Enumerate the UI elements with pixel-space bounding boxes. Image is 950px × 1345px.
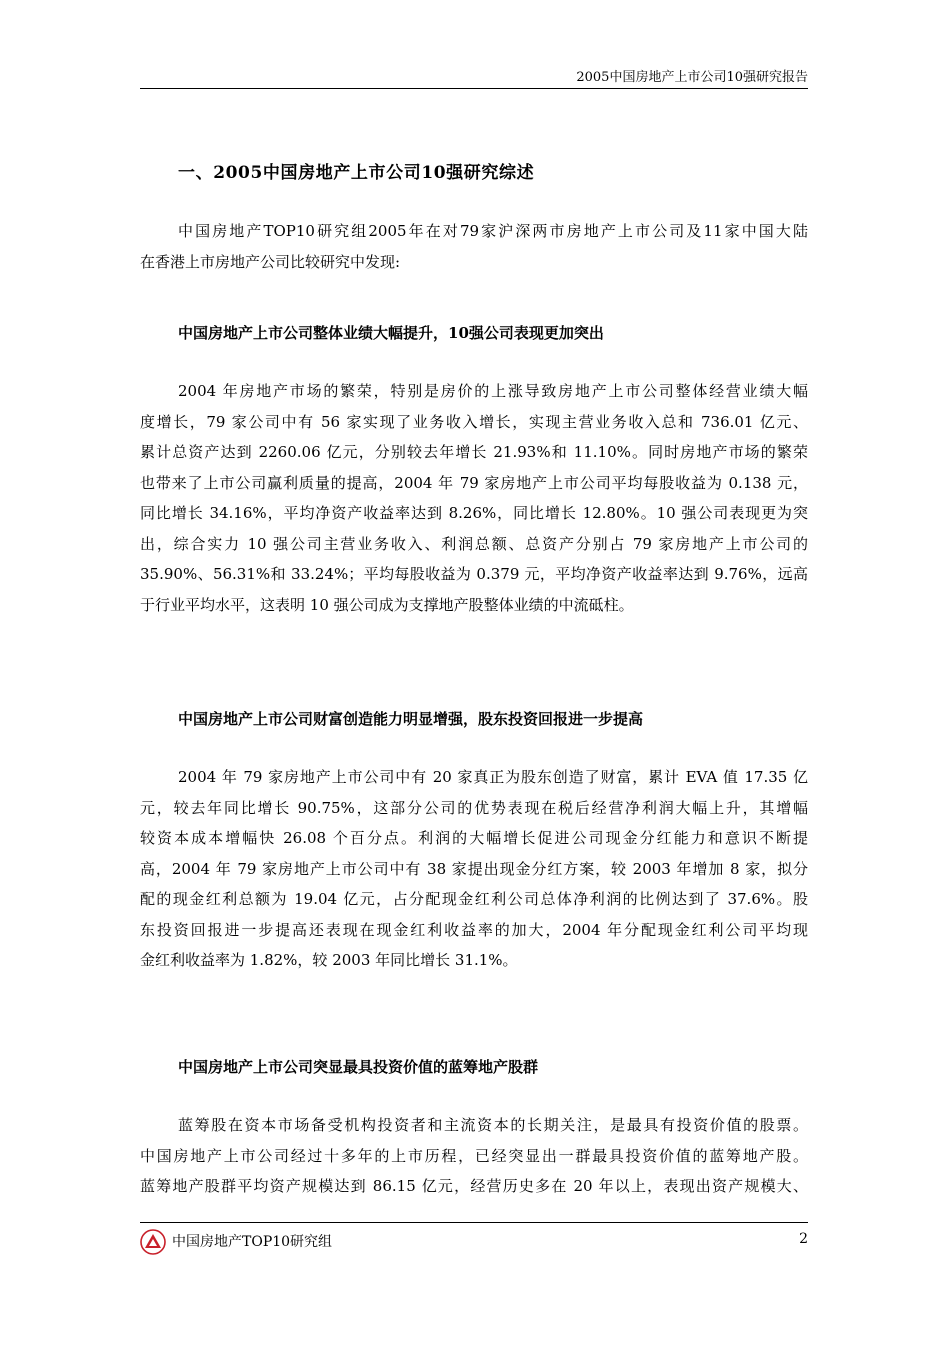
text-line: 高，2004 年 79 家房地产上市公司中有 38 家提出现金分红方案，较 2003 年增加 8 家，拟分 — [140, 859, 808, 878]
text-line: 同比增长 34.16%，平均净资产收益率达到 8.26%，同比增长 12.80%。10 强公司表现更为突 — [140, 504, 808, 522]
wealth-paragraph — [140, 762, 808, 976]
subheading-wealth: 中国房地产上市公司财富创造能力明显增强，股东投资回报进一步提高 — [178, 710, 644, 728]
text-line: 也带来了上市公司赢利质量的提高，2004 年 79 家房地产上市公司平均每股收益为 0.138 元， — [140, 473, 808, 492]
section-title: 一、2005中国房地产上市公司10强研究综述 — [178, 163, 535, 183]
subheading-bluechip: 中国房地产上市公司突显最具投资价值的蓝筹地产股群 — [178, 1058, 539, 1076]
text-line: 蓝筹股在资本市场备受机构投资者和主流资本的长期关注，是最具有投资价值的股票。 — [178, 1116, 808, 1134]
performance-paragraph — [140, 376, 808, 620]
text-line: 金红利收益率为 1.82%，较 2003 年同比增长 31.1%。 — [140, 951, 518, 969]
text-line: 累计总资产达到 2260.06 亿元，分别较去年增长 21.93%和 11.10%。同时房地产市场的繁荣 — [140, 443, 808, 461]
page-number: 2 — [799, 1231, 808, 1247]
text-line: 出，综合实力 10 强公司主营业务收入、利润总额、总资产分别占 79 家房地产上市公司的 — [140, 534, 808, 553]
bluechip-paragraph — [140, 1110, 808, 1202]
text-line: 配的现金红利总额为 19.04 亿元，占分配现金红利公司总体净利润的比例达到了 37.6%。股 — [140, 890, 808, 908]
header-title: 2005中国房地产上市公司10强研究报告 — [576, 70, 808, 85]
text-line: 在香港上市房地产公司比较研究中发现: — [140, 252, 401, 271]
subheading-performance: 中国房地产上市公司整体业绩大幅提升，10强公司表现更加突出 — [178, 324, 604, 342]
text-line: 蓝筹地产股群平均资产规模达到 86.15 亿元，经营历史多在 20 年以上，表现出资产规模大、 — [140, 1177, 808, 1195]
text-line: 中国房地产上市公司经过十多年的上市历程，已经突显出一群最具投资价值的蓝筹地产股。 — [140, 1146, 808, 1165]
text-line: 2004 年房地产市场的繁荣，特别是房价的上涨导致房地产上市公司整体经营业绩大幅 — [178, 382, 808, 400]
page-header — [140, 60, 808, 89]
triangle-logo-icon — [140, 1229, 166, 1255]
text-line: 元，较去年同比增长 90.75%，这部分公司的优势表现在税后经营净利润大幅上升，其增幅 — [140, 798, 808, 817]
text-line: 较资本成本增幅快 26.08 个百分点。利润的大幅增长促进公司现金分红能力和意识不断提 — [140, 829, 808, 847]
text-line: 东投资回报进一步提高还表现在现金红利收益率的加大，2004 年分配现金红利公司平均现 — [140, 920, 808, 939]
text-line: 度增长，79 家公司中有 56 家实现了业务收入增长，实现主营业务收入总和 736.01 亿元、 — [140, 412, 808, 431]
text-line: 于行业平均水平，这表明 10 强公司成为支撑地产股整体业绩的中流砥柱。 — [140, 595, 634, 614]
text-line: 35.90%、56.31%和 33.24%；平均每股收益为 0.379 元，平均净资产收益率达到 9.76%，远高 — [140, 565, 808, 583]
page-footer — [140, 1222, 808, 1253]
text-line: 2004 年 79 家房地产上市公司中有 20 家真正为股东创造了财富，累计 EVA 值 17.35 亿 — [178, 768, 808, 786]
footer-org: 中国房地产TOP10研究组 — [172, 1234, 333, 1250]
text-line: 中国房地产TOP10研究组2005年在对79家沪深两市房地产上市公司及11家中国大陆 — [178, 222, 808, 240]
intro-paragraph — [140, 216, 808, 277]
